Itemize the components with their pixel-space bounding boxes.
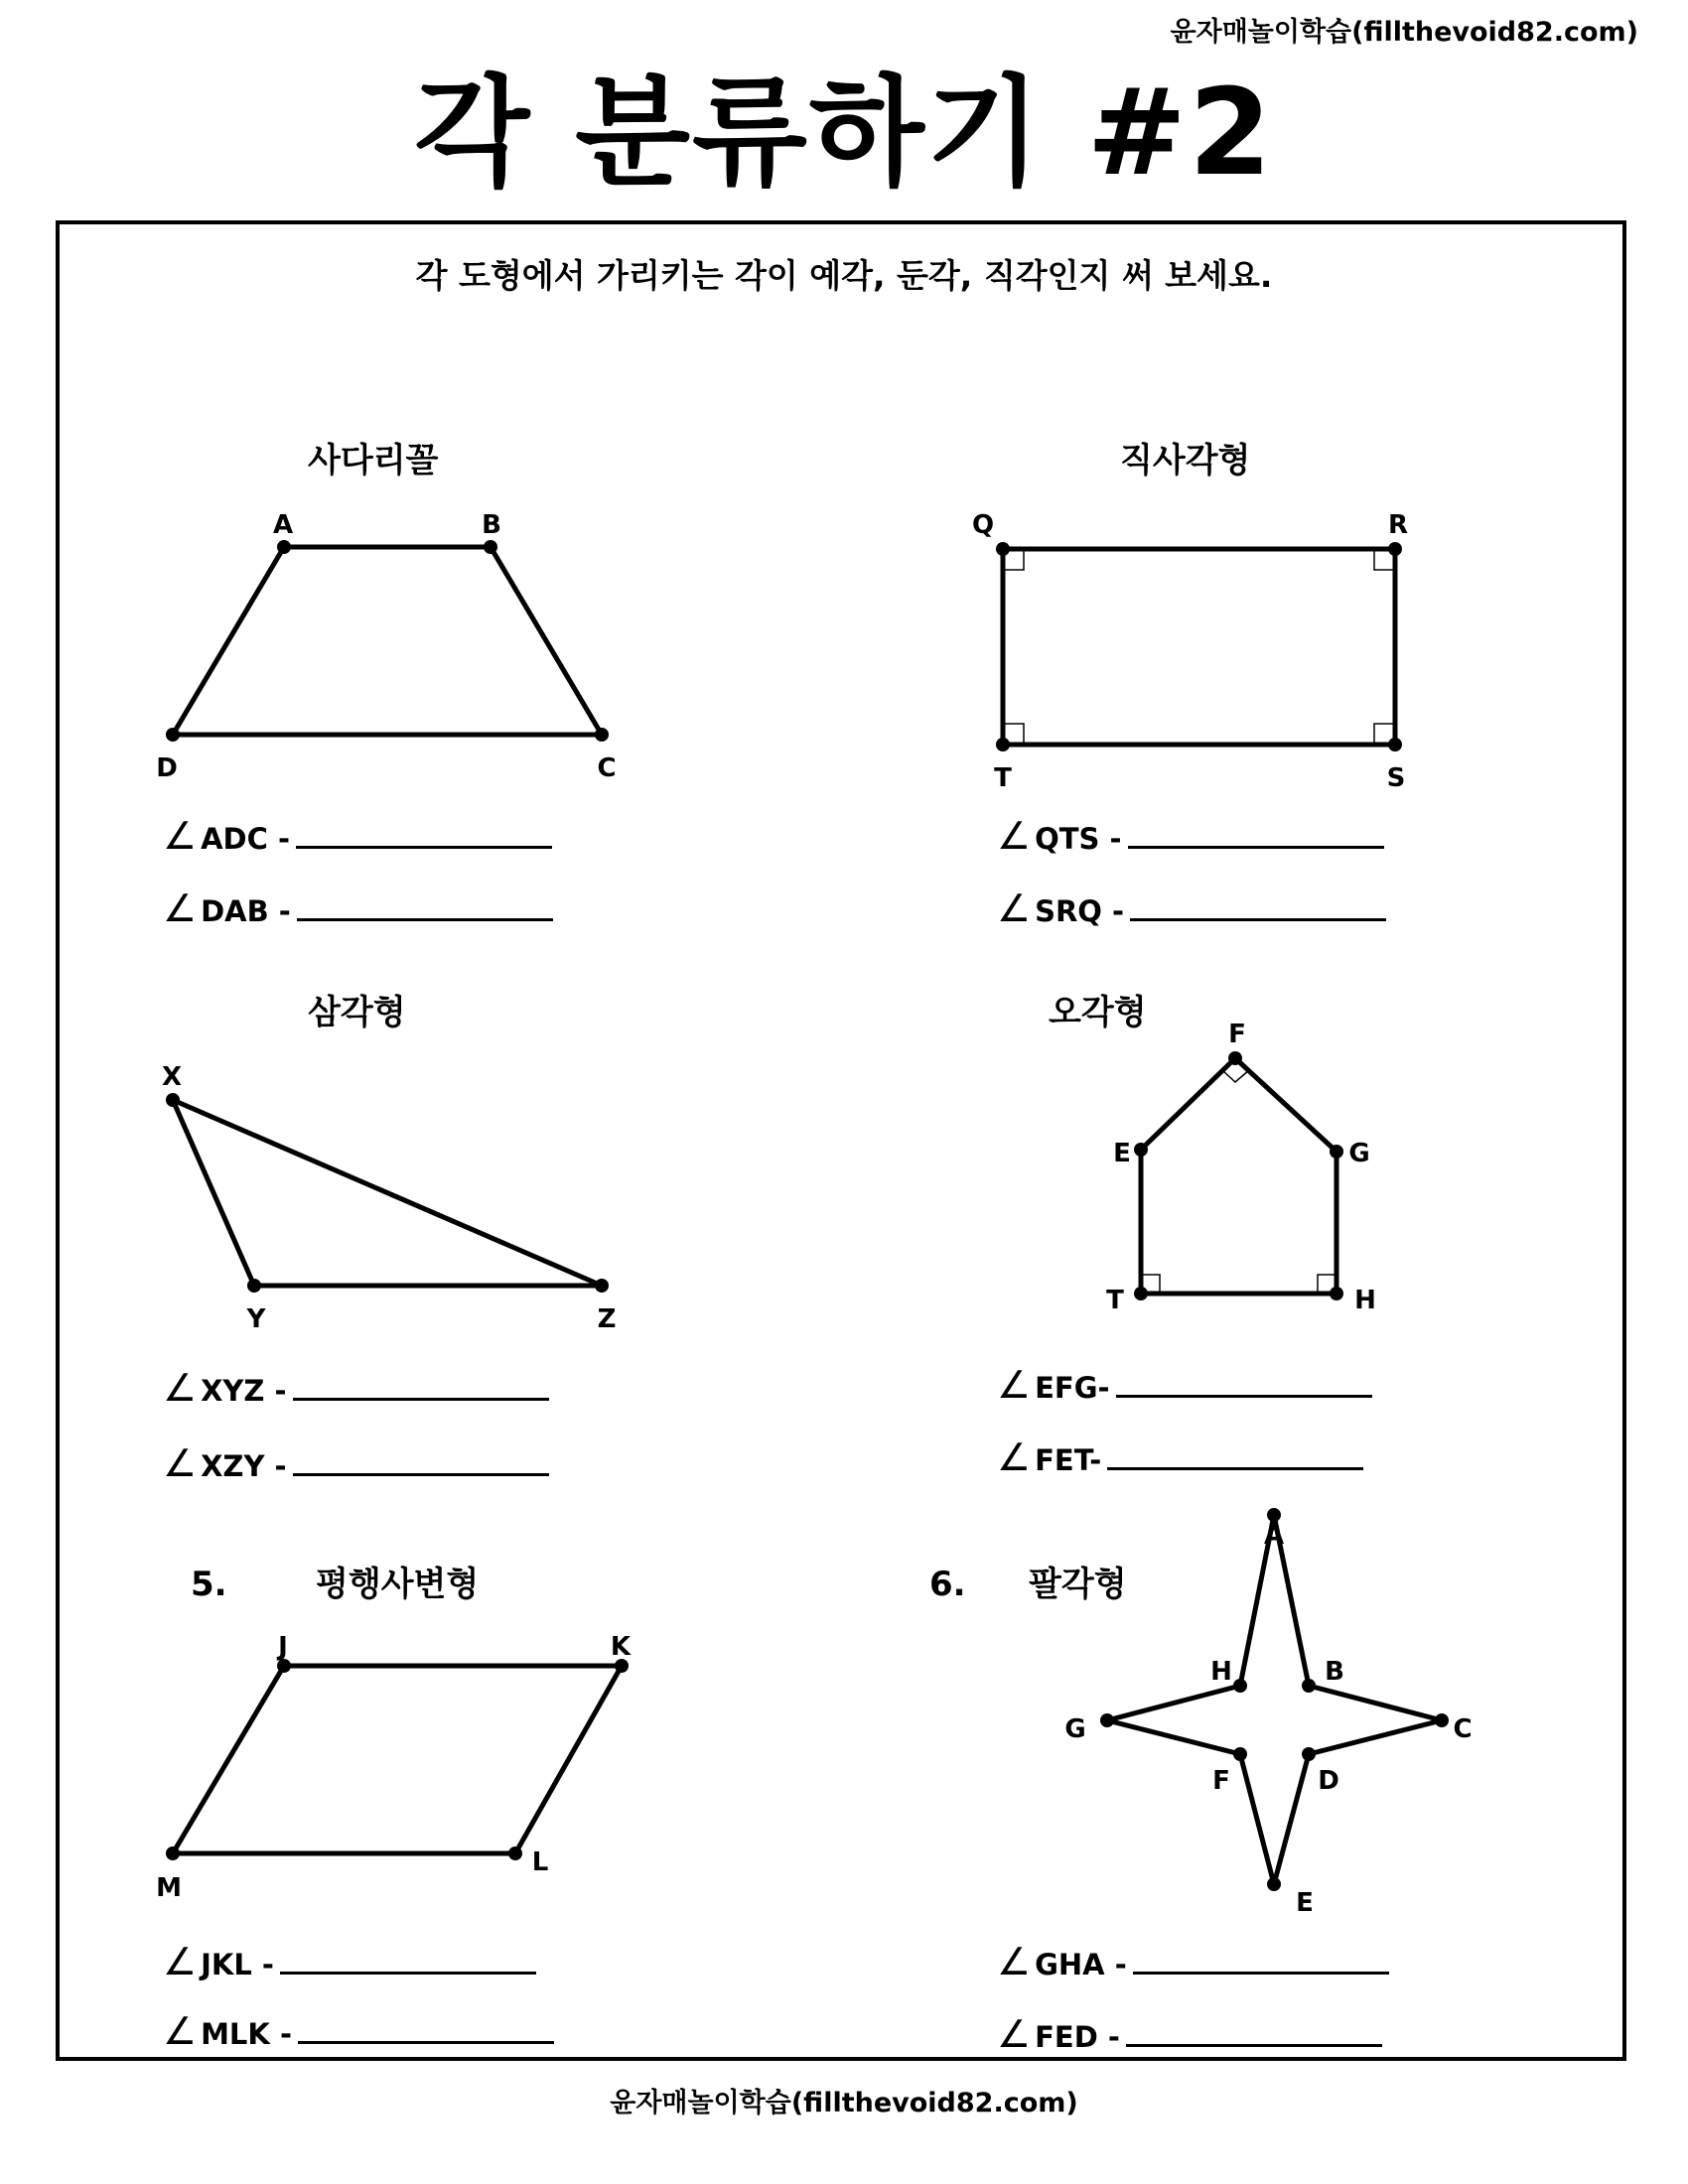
trapezoid-shape — [173, 547, 602, 735]
vertex-label: A — [1263, 1521, 1285, 1551]
rectangle-shape — [1003, 549, 1395, 745]
answer-blank-qts[interactable] — [1128, 822, 1384, 849]
vertex-label: E — [1296, 1888, 1314, 1918]
shape-title-parallelogram: 평행사변형 — [316, 1565, 480, 1604]
vertex-label: C — [597, 753, 617, 783]
question-dab: ∠ DAB - — [163, 887, 553, 930]
vertex-label: D — [156, 753, 178, 783]
triangle-shape — [173, 1100, 602, 1286]
question-xzy: ∠ XZY - — [163, 1441, 549, 1485]
question-xyz: ∠ XYZ - — [163, 1366, 549, 1410]
problem-number-5: 5. — [191, 1565, 227, 1604]
shape-title-pentagon: 오각형 — [1049, 993, 1147, 1032]
answer-blank-fed[interactable] — [1126, 2020, 1382, 2047]
pentagon-shape — [1141, 1058, 1336, 1294]
question-jkl: ∠ JKL - — [163, 1940, 536, 1983]
vertex-label: B — [482, 510, 501, 540]
vertex-label: L — [531, 1847, 549, 1877]
vertex-label: J — [278, 1632, 288, 1662]
question-efg: ∠ EFG- — [997, 1363, 1372, 1407]
vertex-label: C — [1453, 1714, 1473, 1744]
vertex-label: X — [161, 1062, 183, 1092]
question-fed: ∠ FED - — [997, 2012, 1382, 2056]
answer-blank-mlk[interactable] — [298, 2017, 554, 2044]
vertex-label: T — [1106, 1286, 1124, 1315]
answer-blank-adc[interactable] — [296, 822, 552, 849]
vertex-label: E — [1113, 1139, 1131, 1168]
parallelogram-shape — [173, 1666, 622, 1853]
vertex-label: Q — [971, 510, 995, 540]
question-fet: ∠ FET- — [997, 1435, 1363, 1479]
vertex-label: M — [156, 1873, 182, 1903]
vertex-label: F — [1228, 1020, 1246, 1049]
shape-title-triangle: 삼각형 — [308, 993, 406, 1032]
star-octagon-shape — [1107, 1515, 1442, 1884]
vertex-label: Z — [597, 1304, 617, 1334]
problem-number-6: 6. — [929, 1565, 966, 1604]
vertex-label: H — [1354, 1286, 1376, 1315]
answer-blank-xyz[interactable] — [293, 1374, 549, 1401]
vertex-label: B — [1325, 1657, 1344, 1687]
question-mlk: ∠ MLK - — [163, 2009, 554, 2053]
vertex-label: Y — [246, 1304, 266, 1334]
answer-blank-srq[interactable] — [1130, 894, 1386, 921]
answer-blank-efg[interactable] — [1116, 1371, 1372, 1398]
vertex-label: D — [1318, 1766, 1339, 1796]
vertex-label: T — [994, 763, 1012, 793]
question-adc: ∠ ADC - — [163, 814, 552, 858]
page-title: 각 분류하기 #2 — [414, 65, 1274, 203]
answer-blank-dab[interactable] — [297, 894, 553, 921]
shape-title-rectangle: 직사각형 — [1120, 441, 1251, 480]
answer-blank-xzy[interactable] — [293, 1449, 549, 1476]
question-gha: ∠ GHA - — [997, 1940, 1389, 1983]
question-srq: ∠ SRQ - — [997, 887, 1386, 930]
vertex-label: G — [1064, 1714, 1086, 1744]
instruction: 각 도형에서 가리키는 각이 예각, 둔각, 직각인지 써 보세요. — [415, 256, 1273, 295]
vertex-label: H — [1210, 1657, 1232, 1687]
vertex-label: F — [1212, 1766, 1230, 1796]
vertex-label: R — [1387, 510, 1409, 540]
answer-blank-fet[interactable] — [1107, 1443, 1363, 1470]
vertex-label: S — [1386, 763, 1406, 793]
right-angle-mark-f — [1222, 1070, 1249, 1082]
answer-blank-gha[interactable] — [1133, 1948, 1389, 1975]
shape-title-trapezoid: 사다리꼴 — [308, 441, 439, 480]
shape-title-octagon: 팔각형 — [1029, 1565, 1127, 1604]
question-qts: ∠ QTS - — [997, 814, 1384, 858]
vertex-label: G — [1348, 1139, 1370, 1168]
vertex-label: K — [610, 1632, 632, 1662]
answer-blank-jkl[interactable] — [280, 1948, 536, 1975]
vertex-label: A — [272, 510, 294, 540]
credit-top: 윤자매놀이학습(fillthevoid82.com) — [1170, 17, 1638, 48]
credit-bottom: 윤자매놀이학습(fillthevoid82.com) — [610, 2088, 1078, 2118]
